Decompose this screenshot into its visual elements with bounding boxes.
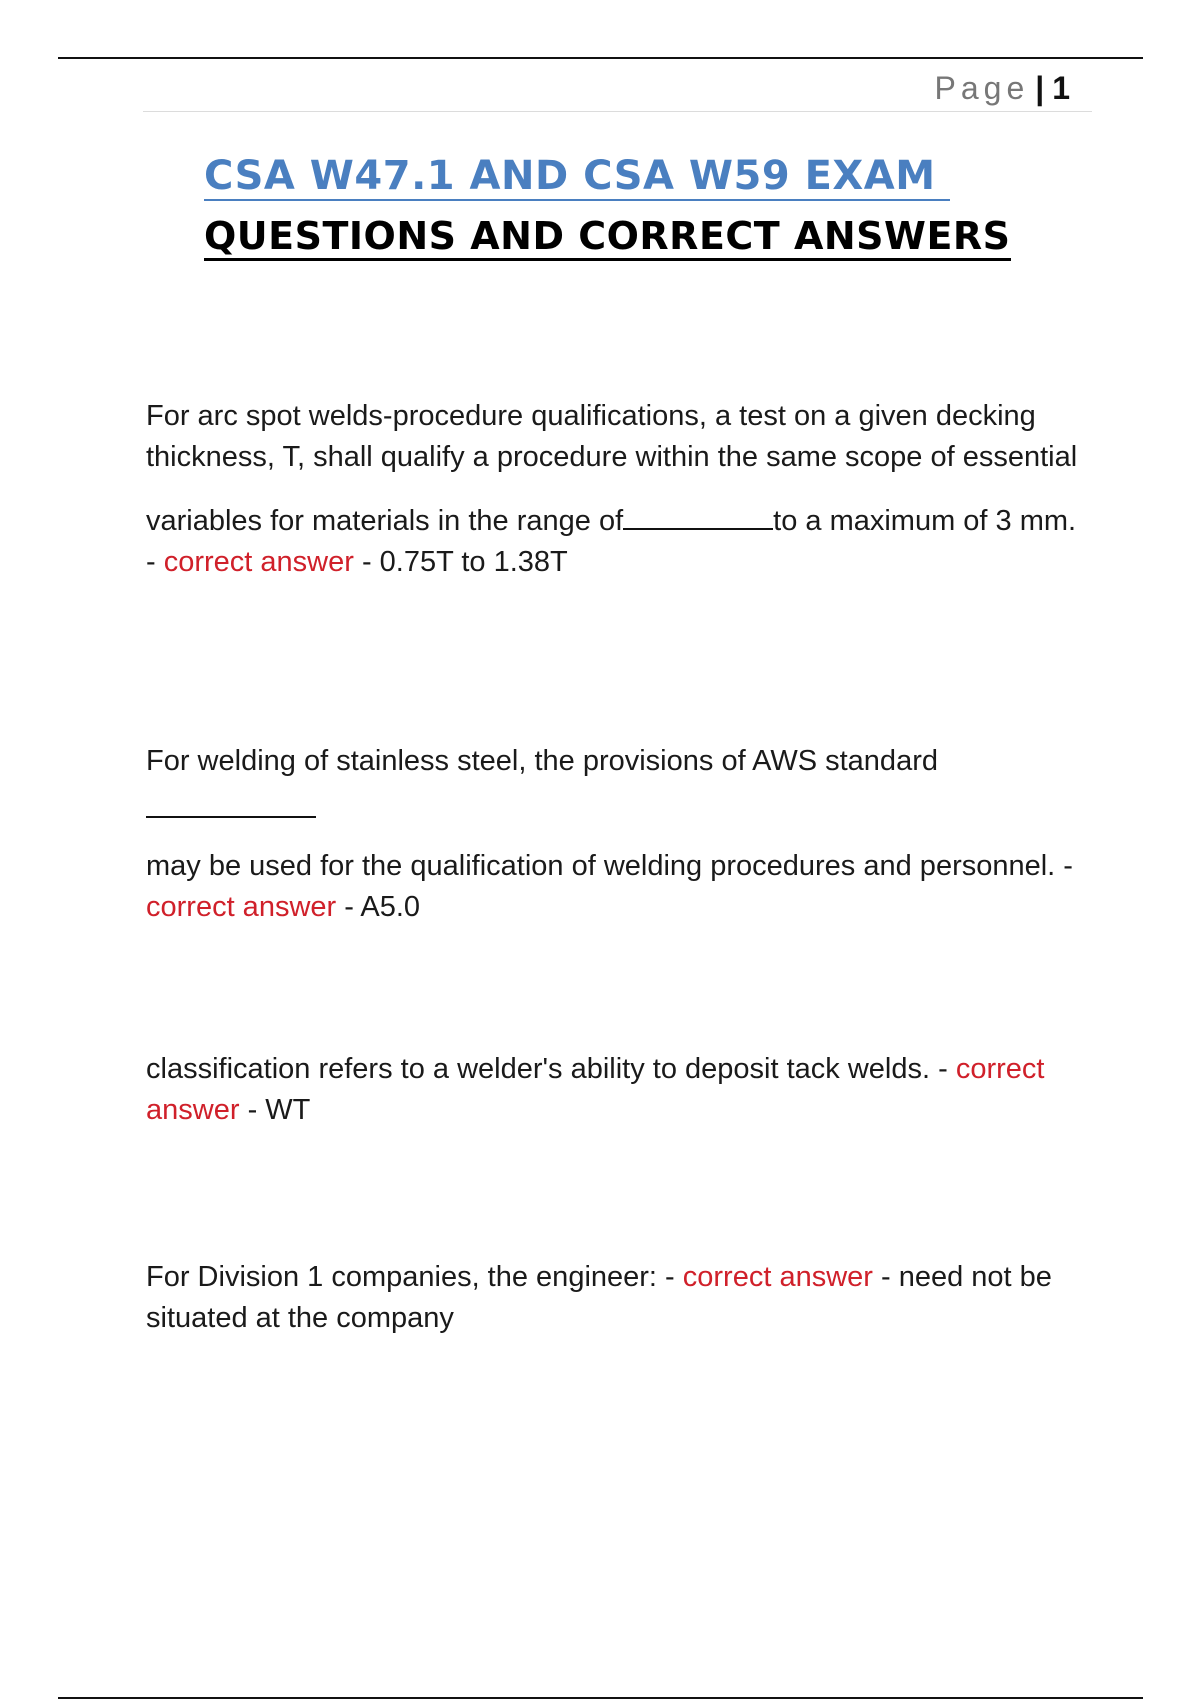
question-continuation — [146, 846, 1086, 928]
qa-item-2 — [146, 741, 1086, 928]
answer-label: correct answer — [682, 1261, 873, 1293]
page-label: Page — [934, 70, 1030, 106]
question-continuation — [146, 494, 1086, 583]
question-continuation — [146, 1257, 1086, 1339]
qa-item-3 — [146, 1049, 1086, 1131]
question-text: For arc spot welds-procedure qualifications, a test on a given decking thickness, T, shall qualify a procedure within the same scope of essential — [146, 400, 1078, 473]
document-subtitle: QUESTIONS AND CORRECT ANSWERS — [204, 214, 1011, 261]
answer-label: correct answer — [146, 1053, 1045, 1126]
question-text: For welding of stainless steel, the provisions of AWS standard — [146, 745, 938, 777]
qa-item-4 — [146, 1257, 1086, 1339]
question-text: variables for materials in the range of — [146, 505, 624, 537]
page-separator: | — [1035, 70, 1045, 106]
answer-text: - 0.75T to 1.38T — [361, 546, 568, 578]
page-header — [935, 70, 1070, 107]
question-text: classification refers to a welder's ability to deposit tack welds. - — [146, 1053, 948, 1085]
question-text: to a maximum of 3 mm. - — [146, 505, 1077, 578]
top-rule — [58, 57, 1143, 59]
fill-in-blank — [623, 494, 773, 530]
bottom-rule — [58, 1697, 1143, 1699]
question-continuation — [146, 1049, 1086, 1131]
header-rule — [143, 111, 1092, 112]
question-text: For Division 1 companies, the engineer: - — [146, 1261, 675, 1293]
document-title: CSA W47.1 AND CSA W59 EXAM — [204, 153, 950, 201]
page-number: 1 — [1052, 70, 1070, 106]
answer-label: correct answer — [163, 546, 354, 578]
answer-text: - need not be situated at the company — [146, 1261, 1052, 1334]
question-text — [146, 741, 1086, 830]
answer-text: - A5.0 — [344, 891, 421, 923]
answer-text: - WT — [247, 1094, 311, 1126]
answer-label: correct answer — [146, 891, 337, 923]
question-text: may be used for the qualification of welding procedures and personnel. - — [146, 850, 1073, 882]
fill-in-blank — [146, 782, 316, 818]
qa-item-1 — [146, 396, 1086, 583]
